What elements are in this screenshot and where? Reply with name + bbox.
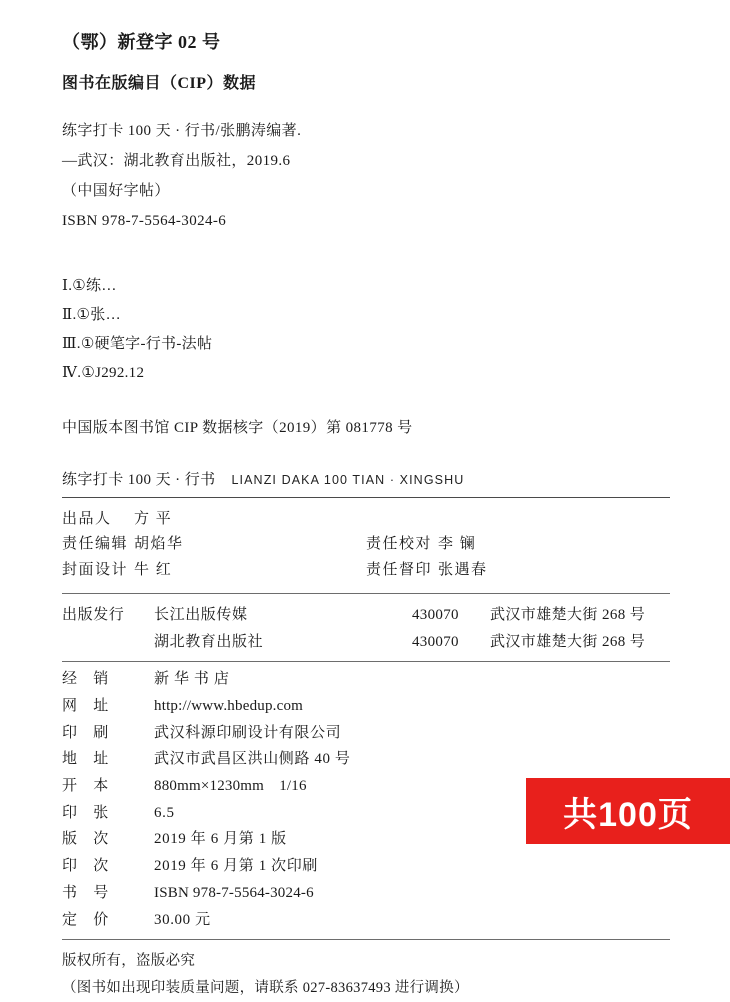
- detail-value: 武汉科源印刷设计有限公司: [154, 724, 342, 741]
- staff-right: [366, 532, 670, 558]
- staff-right: [366, 507, 670, 533]
- classification-line: Ⅲ.①硬笔字-行书-法帖: [62, 336, 213, 353]
- detail-row: [62, 907, 670, 934]
- publisher-address: 武汉市雄楚大街 268 号: [490, 633, 646, 650]
- colophon-title-en: LIANZI DAKA 100 TIAN · XINGSHU: [231, 472, 465, 487]
- cip-line: 练字打卡 100 天 · 行书/张鹏涛编著.: [62, 122, 302, 139]
- publisher-zip: 430070: [412, 633, 459, 650]
- staff-label: 责任校对: [366, 536, 433, 553]
- detail-label: 开 本: [62, 778, 109, 795]
- detail-value: 新 华 书 店: [154, 671, 230, 688]
- staff-label: [366, 507, 438, 533]
- cip-line: —武汉：湖北教育出版社，2019.6: [62, 152, 291, 169]
- classification-line: Ⅳ.①J292.12: [62, 365, 145, 382]
- detail-row: [62, 693, 670, 720]
- detail-label: 印 张: [62, 804, 109, 821]
- publisher-value: 湖北教育出版社: [154, 633, 264, 650]
- detail-row: [62, 746, 670, 773]
- publisher-label: 出版发行: [62, 606, 125, 623]
- staff-row: [62, 507, 670, 533]
- detail-value: 武汉市武昌区洪山侧路 40 号: [154, 751, 351, 768]
- quality-contact-line: （图书如出现印装质量问题，请联系 027-83637493 进行调换）: [62, 980, 469, 997]
- cip-entry-block: [62, 116, 670, 236]
- cip-line: ISBN 978-7-5564-3024-6: [62, 212, 227, 229]
- colophon: [62, 468, 670, 1002]
- staff-right: [366, 558, 670, 584]
- staff-value: 牛 红: [134, 562, 173, 579]
- cip-check-number: 中国版本图书馆 CIP 数据核字（2019）第 081778 号: [62, 419, 413, 436]
- detail-label: 版 次: [62, 831, 109, 848]
- detail-value: 6.5: [154, 804, 175, 821]
- detail-label: 地 址: [62, 751, 109, 768]
- detail-value: 2019 年 6 月第 1 版: [154, 831, 287, 848]
- staff-row: [62, 558, 670, 584]
- detail-label: 经 销: [62, 671, 109, 688]
- detail-label: 书 号: [62, 884, 109, 901]
- staff-left: [62, 507, 366, 533]
- staff-label: 责任督印: [366, 562, 433, 579]
- publisher-row: [62, 602, 670, 629]
- detail-label: 定 价: [62, 911, 109, 928]
- detail-label: 网 址: [62, 698, 109, 715]
- staff-value: 张遇春: [438, 562, 488, 579]
- staff-label: 封面设计: [62, 562, 129, 579]
- staff-value: 胡焰华: [134, 536, 184, 553]
- staff-label: 出品人: [62, 510, 112, 527]
- detail-row: [62, 666, 670, 693]
- staff-left: [62, 558, 366, 584]
- detail-value: 30.00 元: [154, 911, 211, 928]
- staff-row: [62, 532, 670, 558]
- detail-value: ISBN 978-7-5564-3024-6: [154, 884, 314, 901]
- publisher-section: [62, 594, 670, 661]
- publisher-row: [62, 629, 670, 656]
- staff-label: 责任编辑: [62, 536, 129, 553]
- classification-block: [62, 272, 670, 389]
- staff-left: [62, 532, 366, 558]
- staff-value: 方 平: [134, 510, 173, 527]
- colophon-title-cn: 练字打卡 100 天 · 行书: [62, 471, 216, 488]
- detail-row: [62, 853, 670, 880]
- publisher-zip: 430070: [412, 606, 459, 623]
- staff-section: [62, 498, 670, 593]
- detail-value: 2019 年 6 月第 1 次印刷: [154, 858, 318, 875]
- cip-line: （中国好字帖）: [62, 182, 170, 199]
- detail-value: 880mm×1230mm 1/16: [154, 778, 307, 795]
- detail-value: http://www.hbedup.com: [154, 698, 304, 715]
- detail-row: [62, 880, 670, 907]
- registration-number: （鄂）新登字 02 号: [62, 32, 221, 52]
- detail-label: 印 刷: [62, 724, 109, 741]
- page-count-badge: 共100页: [526, 778, 730, 844]
- staff-value: 李 镧: [438, 536, 477, 553]
- detail-label: 印 次: [62, 858, 109, 875]
- cip-heading: 图书在版编目（CIP）数据: [62, 75, 257, 93]
- copyright-line: 版权所有，盗版必究: [62, 953, 196, 970]
- detail-row: [62, 720, 670, 747]
- footer-note: [62, 940, 670, 1002]
- colophon-title: [62, 468, 670, 497]
- classification-line: Ⅱ.①张…: [62, 306, 121, 323]
- publisher-address: 武汉市雄楚大街 268 号: [490, 606, 646, 623]
- publisher-value: 长江出版传媒: [154, 606, 248, 623]
- classification-line: Ⅰ.①练…: [62, 277, 117, 294]
